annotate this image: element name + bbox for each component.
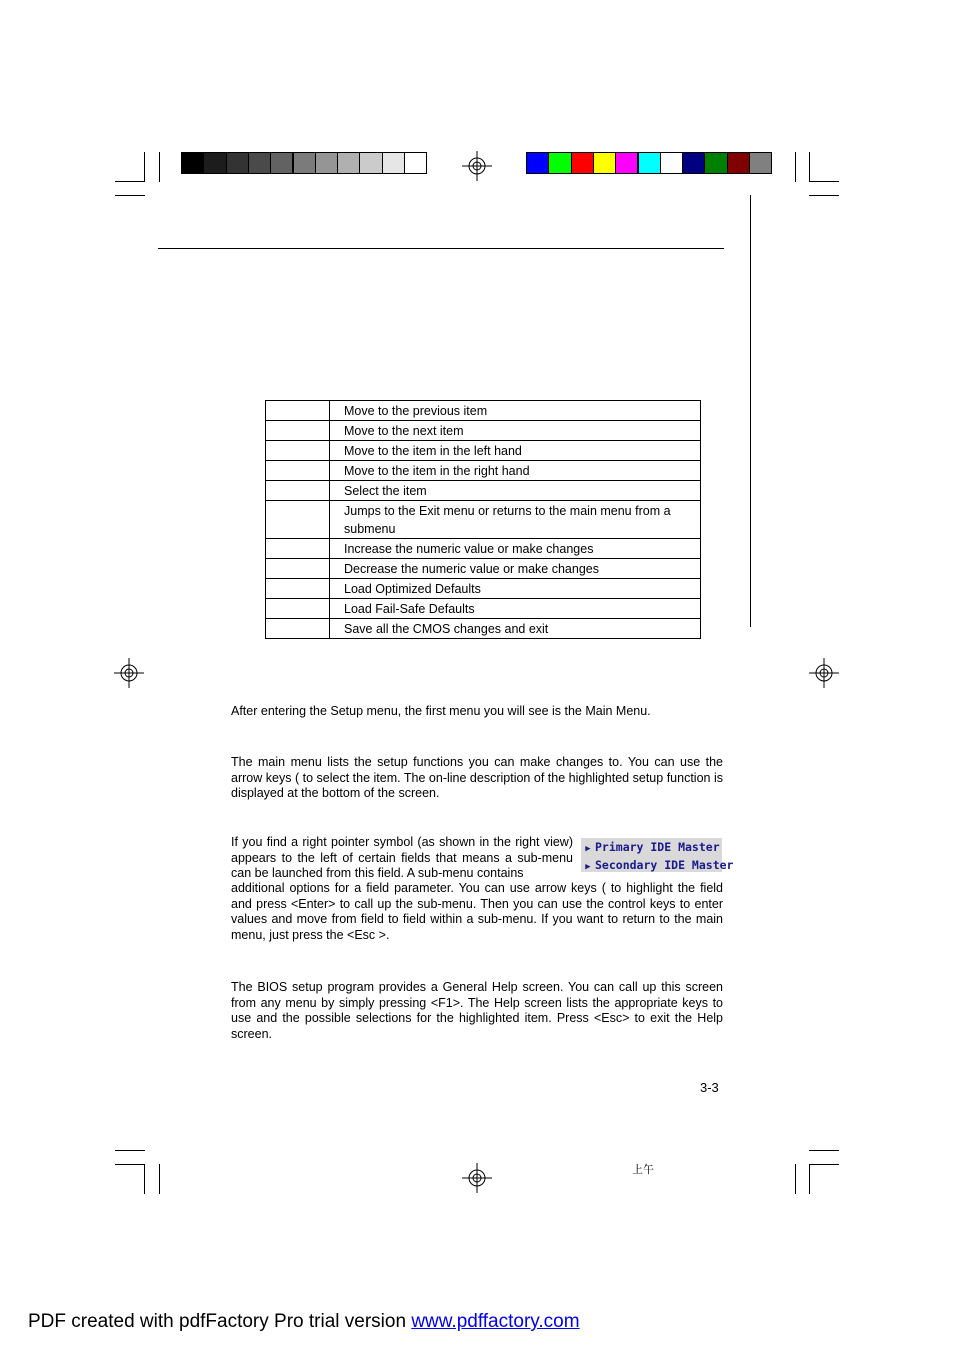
crop-mark [159,1164,160,1194]
crop-mark [795,152,796,182]
color-swatch [638,152,661,174]
margin-rule [750,195,751,627]
crop-mark [115,195,145,196]
color-swatch [248,152,271,174]
key-cell [266,421,330,441]
key-cell [266,559,330,579]
table-row [266,461,701,481]
key-cell [266,441,330,461]
slug-text: 上午 [632,1164,654,1176]
color-swatch [593,152,616,174]
key-cell [266,599,330,619]
description-cell: Load Optimized Defaults [330,579,701,599]
table-row [266,401,701,421]
submenu-paragraph-start: If you find a right pointer symbol (as shown in the right view) appears to the left of certain fields that means a sub-menu can be launched from this field. A sub-menu contains [231,835,573,880]
pdffactory-link[interactable]: www.pdffactory.com [411,1311,580,1332]
color-swatch [181,152,204,174]
color-swatch [660,152,683,174]
page-number: 3-3 [700,1080,719,1095]
crop-mark [115,1164,145,1165]
submenu-example-image [581,838,734,872]
color-swatch [337,152,360,174]
description-cell: Jumps to the Exit menu or returns to the main menu from a submenu [330,501,701,539]
description-cell: Increase the numeric value or make changes [330,539,701,559]
ide-item: ▶ Secondary IDE Master [581,857,722,875]
registration-mark-icon [114,658,144,688]
description-cell: Move to the next item [330,421,701,441]
color-swatch [359,152,382,174]
submenu-paragraph-end: additional options for a field parameter. You can use arrow keys ( to highlight the field and press <Enter> to call up the sub-menu. Then you can use the control keys to enter values and move from field to field within a sub-menu. If you want to return to the main menu, just press the <Esc >. [231,881,723,942]
crop-mark [809,1164,810,1194]
color-swatch [293,152,316,174]
crop-mark [115,181,145,182]
crop-mark [809,195,839,196]
key-cell [266,481,330,501]
color-swatch [226,152,249,174]
color-swatch [526,152,549,174]
key-cell [266,401,330,421]
color-swatch [682,152,705,174]
description-cell: Select the item [330,481,701,501]
color-swatch [571,152,594,174]
pdf-footer: PDF created with pdfFactory Pro trial version www.pdffactory.com [28,1311,580,1332]
table-row [266,619,701,639]
header-rule [158,248,724,249]
description-cell: Load Fail-Safe Defaults [330,599,701,619]
crop-mark [115,1150,145,1151]
control-keys-table [265,400,701,639]
color-swatch [315,152,338,174]
color-swatch [615,152,638,174]
crop-mark [144,1164,145,1194]
crop-mark [795,1164,796,1194]
color-swatch [404,152,427,174]
table-row [266,579,701,599]
right-pointer-icon: ▶ [585,862,591,872]
main-menu-paragraph: The main menu lists the setup functions you can make changes to. You can use the arrow keys ( to select the item. The on-line description of the highlighted setup function is displayed at the bottom of the screen. [231,755,723,800]
crop-mark [809,181,839,182]
color-swatch [270,152,293,174]
color-swatch [749,152,772,174]
color-swatch [203,152,226,174]
right-pointer-icon: ▶ [585,844,591,854]
key-cell [266,539,330,559]
help-paragraph: The BIOS setup program provides a General Help screen. You can call up this screen from any menu by simply pressing <F1>. The Help screen lists the appropriate keys to use and the possible selections for the highlighted item. Press <Esc> to exit the Help screen. [231,980,723,1041]
color-swatch [727,152,750,174]
color-swatch [704,152,727,174]
crop-mark [809,1164,839,1165]
color-swatch [382,152,405,174]
description-cell: Move to the previous item [330,401,701,421]
table-row [266,559,701,579]
description-cell: Decrease the numeric value or make changes [330,559,701,579]
key-cell [266,501,330,539]
key-cell [266,461,330,481]
description-cell: Move to the item in the right hand [330,461,701,481]
crop-mark [144,152,145,182]
crop-mark [159,152,160,182]
table-row [266,599,701,619]
registration-mark-icon [462,151,492,181]
registration-mark-icon [809,658,839,688]
table-row [266,441,701,461]
table-row [266,481,701,501]
key-cell [266,579,330,599]
ide-item: ▶ Primary IDE Master [581,839,722,857]
registration-mark-icon [462,1163,492,1193]
color-swatch [548,152,571,174]
description-cell: Move to the item in the left hand [330,441,701,461]
table-row [266,421,701,441]
crop-mark [809,1150,839,1151]
crop-mark [809,152,810,182]
table-row [266,539,701,559]
description-cell: Save all the CMOS changes and exit [330,619,701,639]
intro-paragraph: After entering the Setup menu, the first menu you will see is the Main Menu. [231,704,651,718]
table-row [266,501,701,539]
key-cell [266,619,330,639]
